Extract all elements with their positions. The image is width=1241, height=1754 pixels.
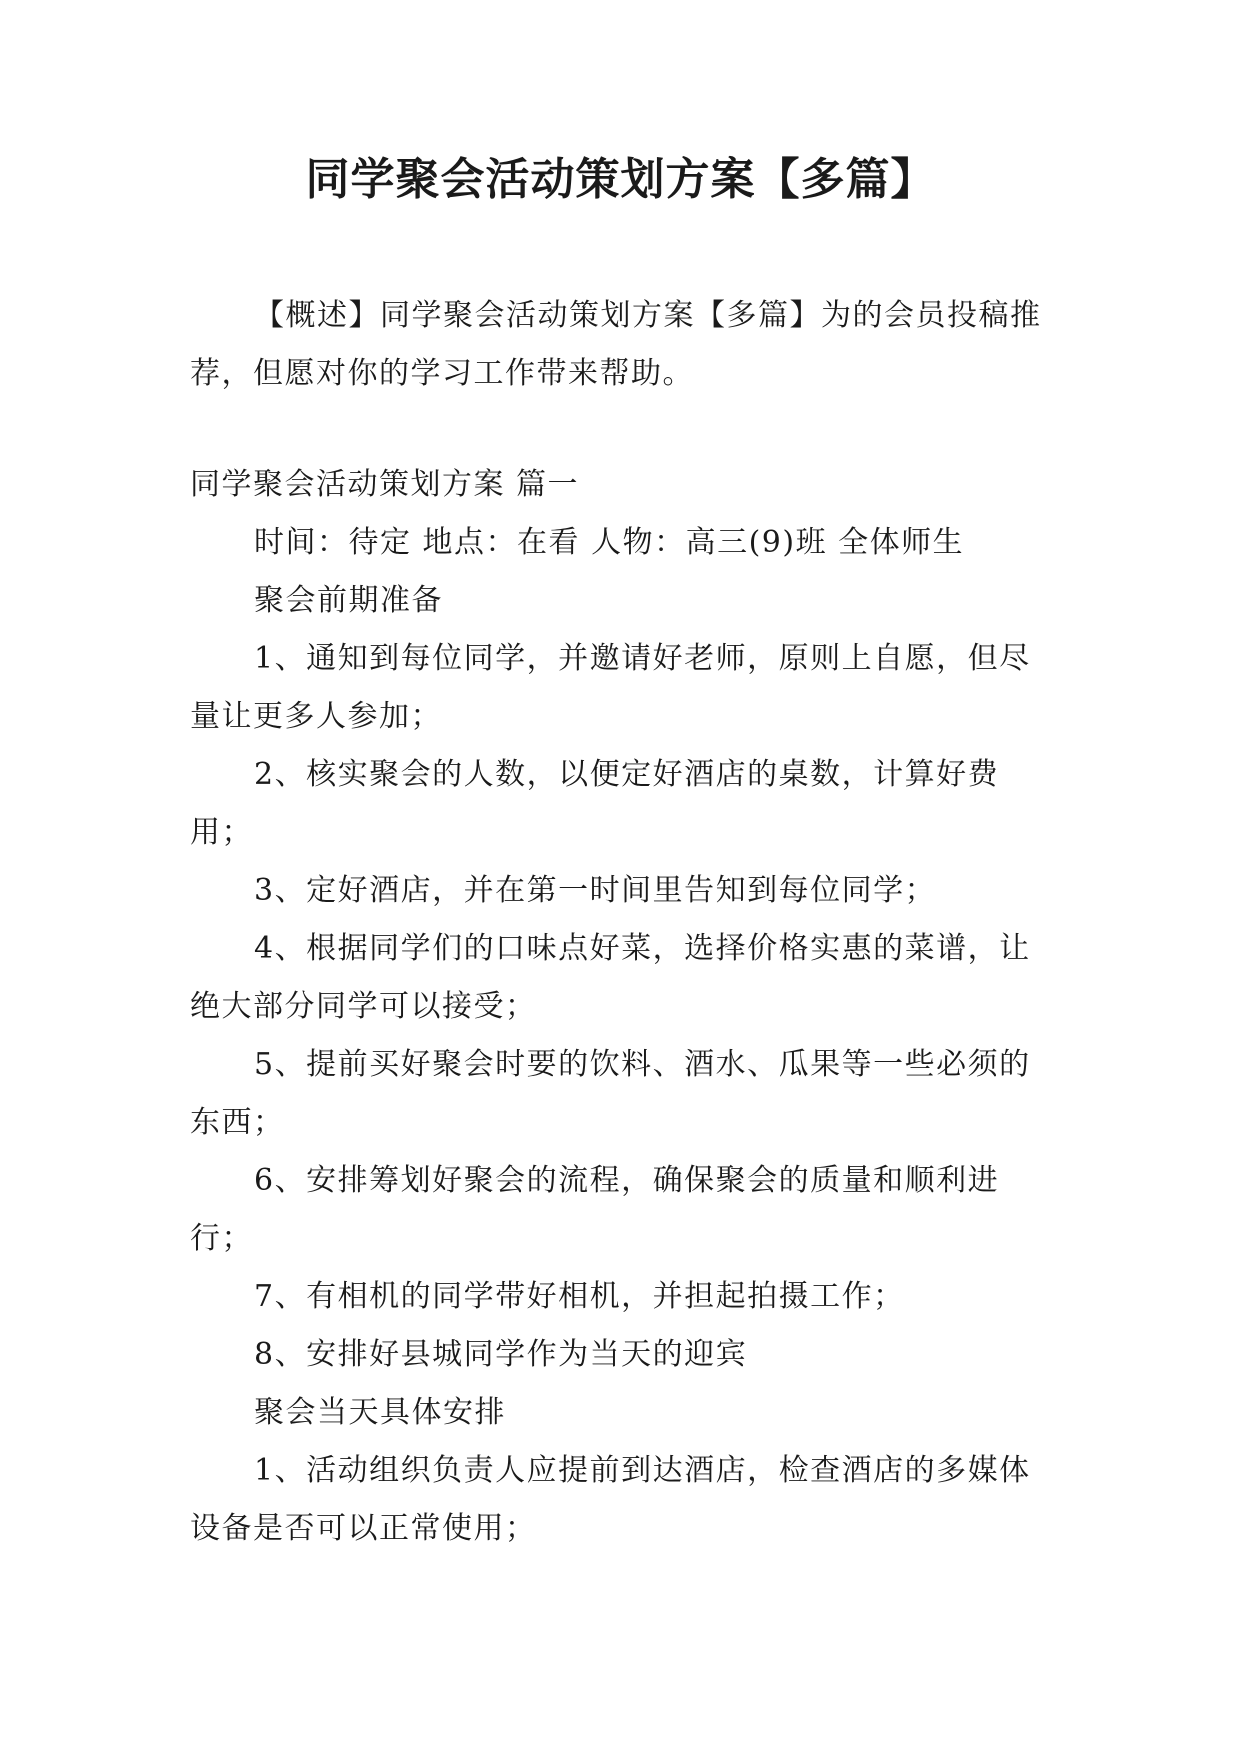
prep-heading: 聚会前期准备 [254, 583, 443, 618]
prep-item-7: 7、有相机的同学带好相机，并担起拍摄工作； [254, 1279, 905, 1314]
summary-paragraph: 【概述】同学聚会活动策划方案【多篇】为的会员投稿推荐，但愿对你的学习工作带来帮助。 [190, 298, 1042, 391]
content-block [190, 456, 1056, 1558]
prep-item-6: 6、安排筹划好聚会的流程，确保聚会的质量和顺利进行； [190, 1163, 1000, 1256]
prep-item-4: 4、根据同学们的口味点好菜，选择价格实惠的菜谱，让绝大部分同学可以接受； [190, 931, 1031, 1024]
prep-item-5: 5、提前买好聚会时要的饮料、酒水、瓜果等一些必须的东西； [190, 1047, 1031, 1140]
prep-item-1: 1、通知到每位同学，并邀请好老师，原则上自愿，但尽量让更多人参加； [190, 641, 1031, 734]
summary-block [190, 287, 1056, 403]
info-line: 时间：待定 地点：在看 人物：高三(9)班 全体师生 [254, 525, 965, 560]
section-heading: 同学聚会活动策划方案 篇一 [190, 467, 580, 502]
day-heading: 聚会当天具体安排 [254, 1395, 506, 1430]
document-title: 同学聚会活动策划方案【多篇】 [305, 154, 936, 205]
prep-item-3: 3、定好酒店，并在第一时间里告知到每位同学； [254, 873, 937, 908]
prep-item-8: 8、安排好县城同学作为当天的迎宾 [254, 1337, 748, 1372]
prep-item-2: 2、核实聚会的人数，以便定好酒店的桌数，计算好费用； [190, 757, 1000, 850]
day-item-1: 1、活动组织负责人应提前到达酒店，检查酒店的多媒体设备是否可以正常使用； [190, 1453, 1031, 1546]
